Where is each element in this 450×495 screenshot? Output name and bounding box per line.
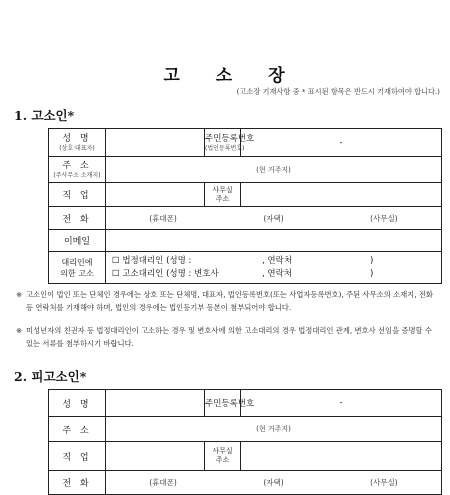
job-label-cell [49, 183, 106, 207]
email-label-cell [49, 230, 106, 252]
phone-label: 전 화 [62, 214, 92, 225]
accused-address-label-cell [49, 417, 106, 442]
note-text: 고소인이 법인 또는 단체인 경우에는 상호 또는 단체명, 대표자, 법인등록번호(또는 사업자등록번호), 주된 사무소의 소재지, 전화 등 연락처를 기재해야 하며, 법인의 경우에는 법인등기부 등본이 첨부되어야 합니다. [26, 290, 433, 312]
accused-address-hint: (현 거주지) [256, 425, 291, 433]
accused-idnum-field[interactable] [241, 390, 442, 417]
address-label: 주 소 [62, 160, 92, 171]
idnum-label: 주민등록번호 [205, 133, 255, 144]
note-corporate [16, 289, 436, 314]
legal-rep-contact-label: , 연락처 [262, 255, 293, 266]
note-minor [16, 325, 436, 350]
accused-job-field[interactable] [106, 442, 205, 471]
job-label: 직 업 [62, 191, 92, 201]
accused-idnum-dash: - [339, 398, 343, 408]
job-field[interactable] [106, 183, 205, 207]
accused-office-address-field[interactable] [241, 442, 442, 471]
accused-idnum-label-cell [205, 390, 255, 417]
note-mark: ※ [16, 326, 23, 335]
address-hint: (현 거주지) [256, 165, 291, 174]
note-mark: ※ [16, 290, 23, 299]
accused-name-label-cell [49, 390, 106, 417]
document-subtitle: (고소장 기재사항 중 * 표시된 항목은 반드시 기재하여야 합니다.) [236, 87, 440, 96]
accused-phone-field[interactable] [106, 471, 442, 495]
email-label: 이메일 [63, 237, 91, 247]
idnum-label-cell [205, 129, 255, 157]
accused-table [48, 389, 442, 495]
title-char: 소 [215, 66, 235, 86]
agent-label: 대리인에 [61, 257, 93, 267]
paren: ) [370, 268, 374, 279]
accused-address-label: 주 소 [62, 425, 92, 436]
office-label: 주소 [215, 194, 230, 203]
document-title [0, 61, 450, 86]
attorney-contact-label: , 연락처 [262, 268, 293, 279]
idnum-sublabel: (법인등록번호) [205, 144, 245, 152]
accused-phone-home-hint: (자택) [263, 478, 284, 487]
phone-mobile-hint: (휴대폰) [149, 213, 177, 223]
accused-office-label-cell [205, 442, 241, 471]
name-label: 성 명 [62, 133, 92, 144]
idnum-dash: - [339, 137, 343, 148]
office-address-field[interactable] [241, 183, 442, 207]
idnum-field[interactable] [241, 129, 442, 157]
phone-office-hint: (사무실) [370, 213, 398, 223]
section-heading-accused: 2. 피고소인* [14, 369, 87, 384]
office-label: 사무실 [212, 185, 233, 194]
section-heading-complainant: 1. 고소인* [14, 108, 75, 123]
accused-idnum-label: 주민등록번호 [205, 399, 255, 409]
name-label-cell [49, 129, 106, 157]
name-sublabel: (상호·대표자) [59, 144, 95, 152]
complainant-table [48, 128, 442, 284]
accused-job-label: 직 업 [62, 452, 92, 463]
accused-job-label-cell [49, 442, 106, 471]
note-text: 미성년자의 친권자 등 법정대리인이 고소하는 경우 및 변호사에 의한 고소대리의 경우 법정대리인 관계, 변호사 선임을 증명할 수 있는 서류를 첨부하시기 바랍니다. [26, 326, 432, 348]
accused-office-label: 사무실 [212, 447, 233, 455]
legal-rep-checkbox-label[interactable]: ☐ 법정대리인 (성명 : [112, 255, 192, 266]
title-char: 장 [268, 66, 287, 86]
phone-home-hint: (자택) [263, 213, 284, 223]
address-label-cell [49, 157, 106, 183]
accused-address-field[interactable] [106, 417, 442, 442]
name-field[interactable] [106, 129, 205, 157]
email-field[interactable] [106, 230, 442, 252]
address-sublabel: (주사무소 소재지) [53, 171, 101, 179]
accused-name-label: 성 명 [62, 399, 92, 410]
accused-office-label: 주소 [215, 456, 230, 464]
address-field[interactable] [106, 157, 442, 183]
accused-phone-office-hint: (사무실) [370, 478, 398, 487]
accused-name-field[interactable] [106, 390, 205, 417]
phone-field[interactable] [106, 207, 442, 230]
paren: ) [370, 255, 374, 266]
agent-label-cell [49, 252, 106, 284]
phone-label-cell [49, 207, 106, 230]
title-char: 고 [163, 66, 182, 86]
office-label-cell [205, 183, 241, 207]
agent-label: 의한 고소 [60, 268, 94, 278]
accused-phone-label-cell [49, 471, 106, 495]
agent-field[interactable] [106, 252, 442, 284]
accused-phone-label: 전 화 [62, 479, 92, 489]
attorney-checkbox-label[interactable]: ☐ 고소대리인 (성명 : 변호사 [112, 268, 219, 279]
accused-phone-mobile-hint: (휴대폰) [149, 478, 177, 487]
